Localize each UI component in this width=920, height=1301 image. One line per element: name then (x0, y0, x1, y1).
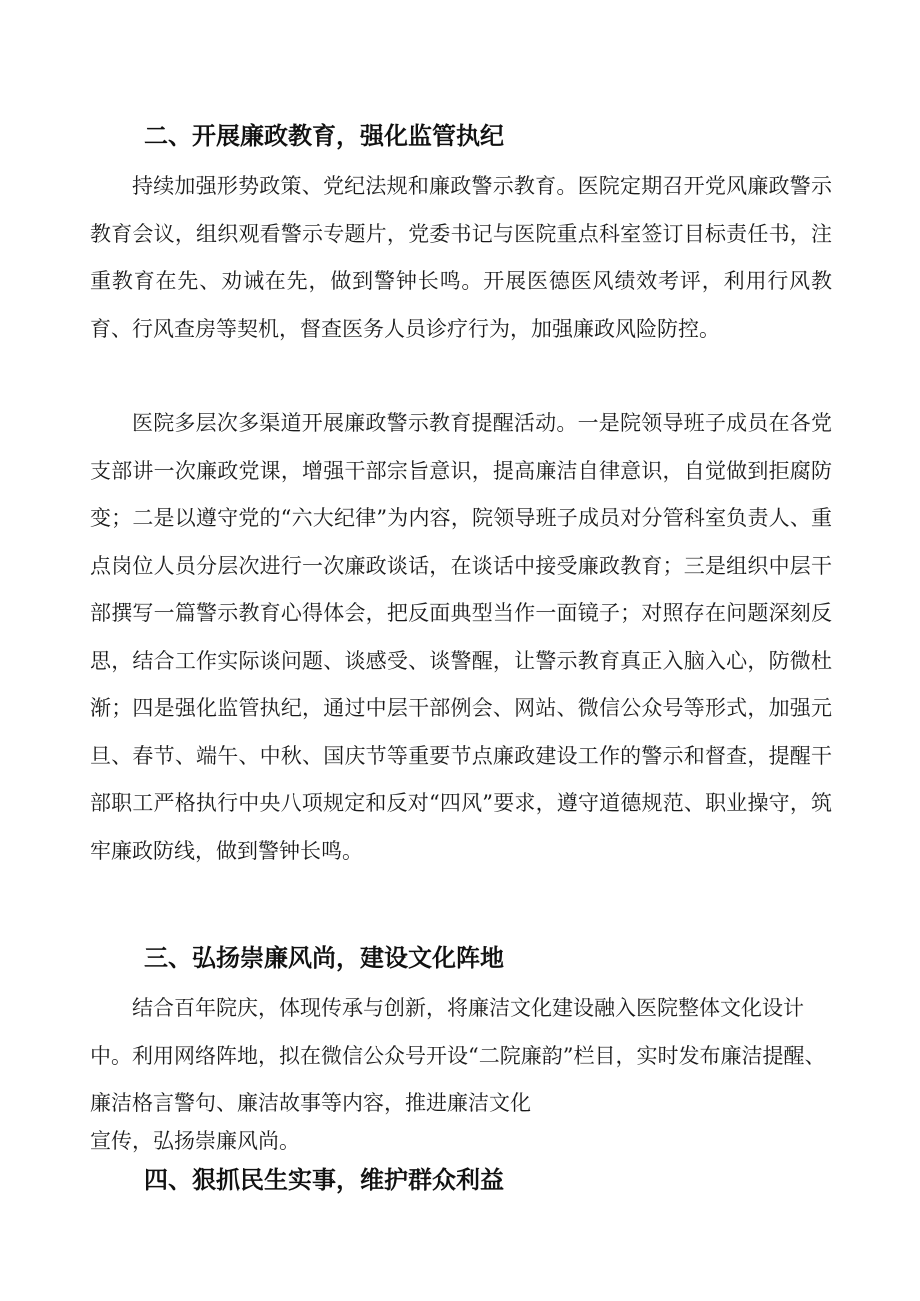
section-heading-3: 三、弘扬崇廉风尚，建设文化阵地 (144, 944, 504, 972)
section-2-paragraph-1: 持续加强形势政策、党纪法规和廉政警示教育。医院定期召开党风廉政警示教育会议，组织观看警示专题片，党委书记与医院重点科室签订目标责任书，注重教育在先、劝诫在先，做到警钟长鸣。开展医德医风绩效考评，利用行风教育、行风查房等契机，督查医务人员诊疗行为，加强廉政风险防控。 (90, 174, 832, 341)
section-3-paragraph-1: 结合百年院庆，体现传承与创新，将廉洁文化建设融入医院整体文化设计中。利用网络阵地，拟在微信公众号开设“二院廉韵”栏目，实时发布廉洁提醒、廉洁格言警句、廉洁故事等内容，推进廉洁文化 (90, 996, 826, 1115)
section-2-paragraph-2: 医院多层次多渠道开展廉政警示教育提醒活动。一是院领导班子成员在各党支部讲一次廉政党课，增强干部宗旨意识，提高廉洁自律意识，自觉做到拒腐防变；二是以遵守党的“六大纪律”为内容，院领导班子成员对分管科室负责人、重点岗位人员分层次进行一次廉政谈话，在谈话中接受廉政教育；三是组织中层干部撰写一篇警示教育心得体会，把反面典型当作一面镜子；对照存在问题深刻反思，结合工作实际谈问题、谈感受、谈警醒，让警示教育真正入脑入心，防微杜渐；四是强化监管执纪，通过中层干部例会、网站、微信公众号等形式，加强元旦、春节、端午、中秋、国庆节等重要节点廉政建设工作的警示和督查，提醒干部职工严格执行中央八项规定和反对“四风”要求，遵守道德规范、职业操守，筑牢廉政防线，做到警钟长鸣。 (90, 411, 832, 863)
section-3-paragraph-1-continued: 宣传，弘扬崇廉风尚。 (90, 1129, 300, 1153)
section-heading-2: 二、开展廉政教育，强化监管执纪 (144, 122, 504, 150)
section-heading-4: 四、狠抓民生实事，维护群众利益 (144, 1166, 504, 1194)
